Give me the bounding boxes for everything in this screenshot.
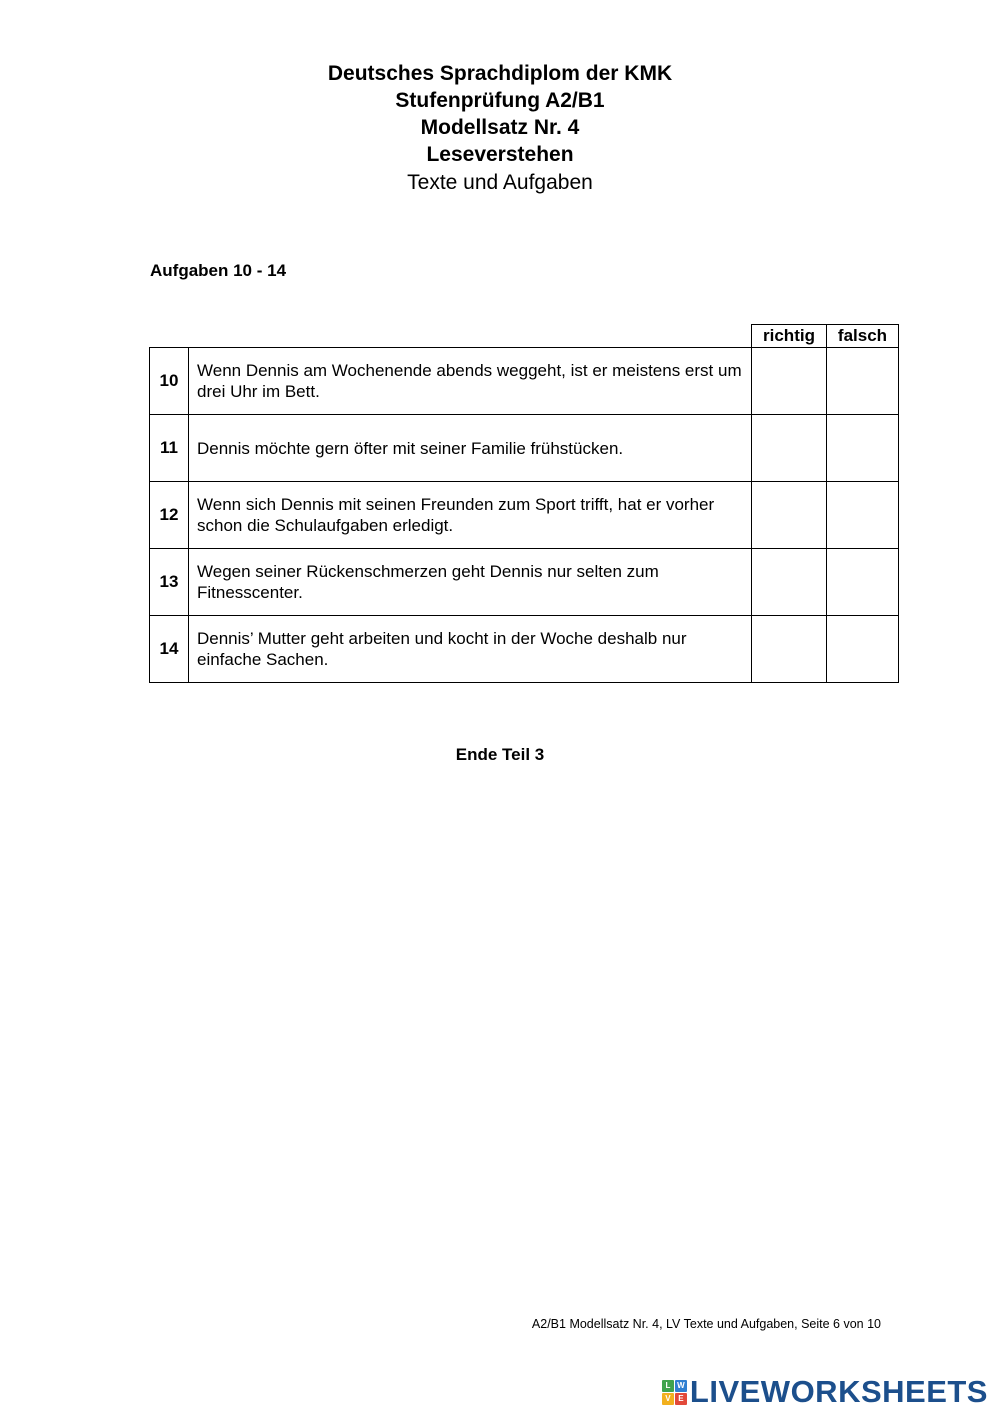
answer-falsch-cell[interactable] xyxy=(827,616,899,683)
section-title: Aufgaben 10 - 14 xyxy=(150,261,287,280)
table-row xyxy=(150,415,899,482)
column-header-richtig: richtig xyxy=(752,325,827,348)
answer-richtig-cell[interactable] xyxy=(752,348,827,415)
answer-richtig-cell[interactable] xyxy=(752,482,827,549)
end-note: Ende Teil 3 xyxy=(455,745,545,764)
logo-square-w: W xyxy=(675,1380,687,1392)
table-row xyxy=(150,482,899,549)
item-number: 11 xyxy=(150,415,189,482)
table-header-row xyxy=(150,325,899,348)
item-statement: Dennis möchte gern öfter mit seiner Familie frühstücken. xyxy=(189,415,752,482)
answer-richtig-cell[interactable] xyxy=(752,415,827,482)
item-number: 10 xyxy=(150,348,189,415)
table-header-spacer xyxy=(150,325,752,348)
table-row xyxy=(150,549,899,616)
table-row xyxy=(150,348,899,415)
table-row xyxy=(150,616,899,683)
answer-richtig-cell[interactable] xyxy=(752,616,827,683)
answer-richtig-cell[interactable] xyxy=(752,549,827,616)
column-header-falsch: falsch xyxy=(827,325,899,348)
header-subtitle: Texte und Aufgaben xyxy=(407,171,593,194)
liveworksheets-wordmark: LIVEWORKSHEETS xyxy=(689,1374,988,1409)
item-number: 14 xyxy=(150,616,189,683)
item-statement: Dennis’ Mutter geht arbeiten und kocht in der Woche deshalb nur einfache Sachen. xyxy=(189,616,752,683)
page-footer: A2/B1 Modellsatz Nr. 4, LV Texte und Aufgaben, Seite 6 von 10 xyxy=(531,1317,881,1331)
header-title: Deutsches Sprachdiplom der KMK xyxy=(327,62,673,85)
item-number: 13 xyxy=(150,549,189,616)
answer-falsch-cell[interactable] xyxy=(827,482,899,549)
logo-square-e: E xyxy=(675,1393,687,1405)
liveworksheets-logo xyxy=(662,1374,988,1410)
logo-square-v: V xyxy=(662,1393,674,1405)
document-header xyxy=(0,60,1000,197)
answer-falsch-cell[interactable] xyxy=(827,549,899,616)
item-statement: Wenn Dennis am Wochenende abends weggeht, ist er meistens erst um drei Uhr im Bett. xyxy=(189,348,752,415)
header-exam-level: Stufenprüfung A2/B1 xyxy=(395,89,605,112)
logo-square-l: L xyxy=(662,1380,674,1392)
liveworksheets-logo-icon xyxy=(662,1380,687,1405)
header-model-set: Modellsatz Nr. 4 xyxy=(420,116,580,139)
answer-falsch-cell[interactable] xyxy=(827,348,899,415)
answer-falsch-cell[interactable] xyxy=(827,415,899,482)
item-number: 12 xyxy=(150,482,189,549)
header-skill: Leseverstehen xyxy=(426,143,574,166)
answers-table xyxy=(149,324,899,683)
item-statement: Wenn sich Dennis mit seinen Freunden zum Sport trifft, hat er vorher schon die Schulaufgaben erledigt. xyxy=(189,482,752,549)
item-statement: Wegen seiner Rückenschmerzen geht Dennis nur selten zum Fitnesscenter. xyxy=(189,549,752,616)
